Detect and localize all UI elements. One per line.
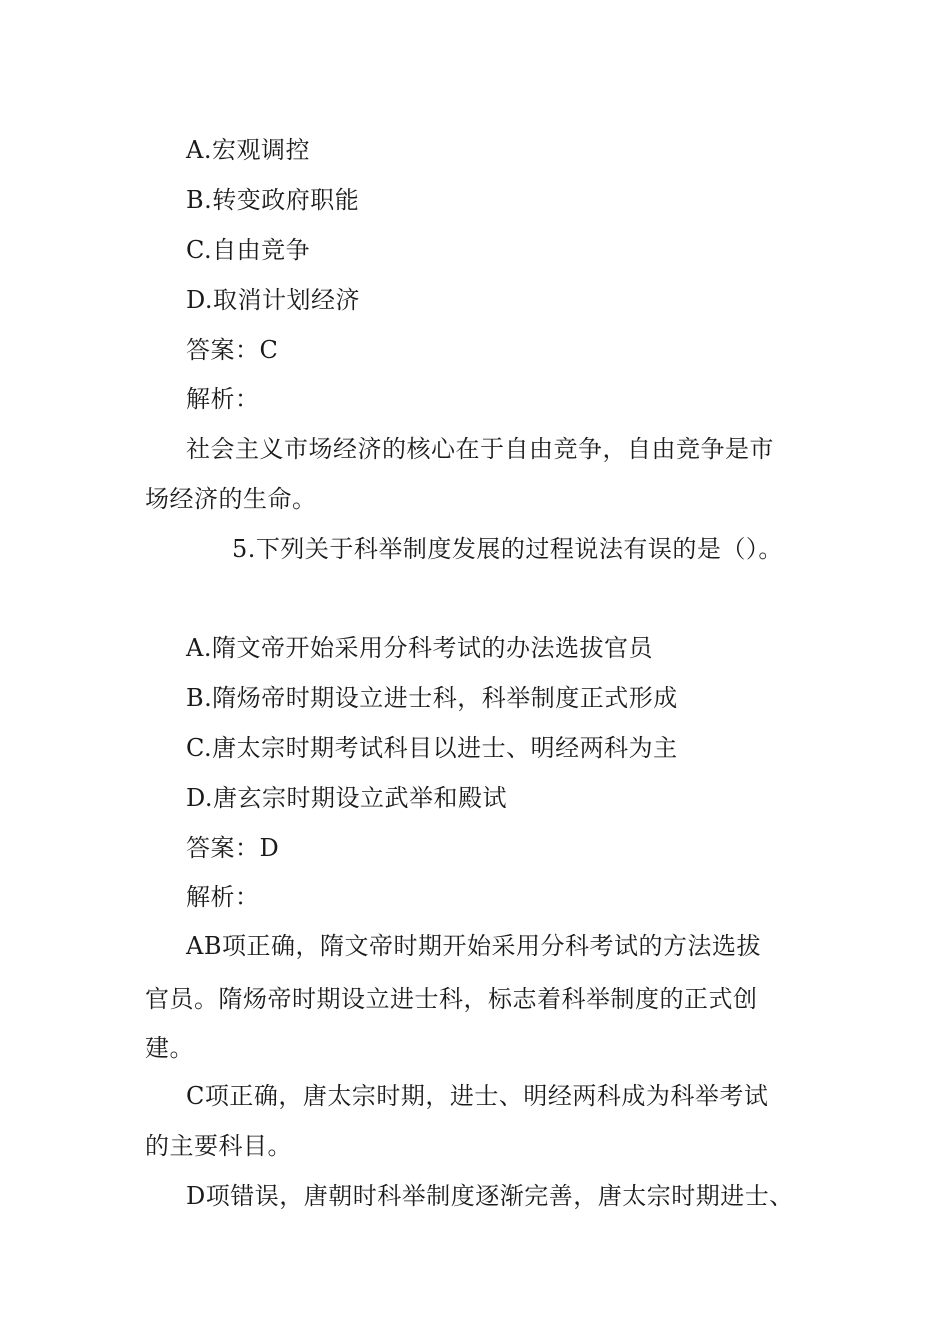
q4-answer: 答案：C [186, 336, 279, 364]
q5-analysis-ab-line: 建。 [145, 1034, 194, 1062]
q4-option-d: D.取消计划经济 [186, 286, 361, 314]
q4-option-b: B.转变政府职能 [186, 186, 360, 214]
q5-option-b: B.隋炀帝时期设立进士科，科举制度正式形成 [186, 684, 678, 712]
q5-analysis-label: 解析： [186, 883, 260, 911]
q5-option-d: D.唐玄宗时期设立武举和殿试 [186, 784, 508, 812]
q4-analysis-line: 社会主义市场经济的核心在于自由竞争，自由竞争是市 [186, 435, 774, 463]
q4-analysis-line: 场经济的生命。 [145, 485, 317, 513]
q5-option-c: C.唐太宗时期考试科目以进士、明经两科为主 [186, 734, 678, 762]
q5-analysis-d-line: D项错误，唐朝时科举制度逐渐完善，唐太宗时期进士、 [186, 1182, 794, 1210]
q4-option-c: C.自由竞争 [186, 236, 311, 264]
q5-option-a: A.隋文帝开始采用分科考试的办法选拔官员 [186, 634, 653, 662]
q5-answer: 答案：D [186, 834, 280, 862]
q5-analysis-c-line: C项正确，唐太宗时期，进士、明经两科成为科举考试 [186, 1082, 769, 1110]
q5-question: 5.下列关于科举制度发展的过程说法有误的是（）。 [232, 535, 783, 563]
q5-analysis-ab-line: 官员。隋炀帝时期设立进士科，标志着科举制度的正式创 [145, 985, 758, 1013]
q5-analysis-ab-line: AB项正确，隋文帝时期开始采用分科考试的方法选拔 [186, 932, 761, 960]
q5-analysis-c-line: 的主要科目。 [145, 1132, 292, 1160]
q4-analysis-label: 解析： [186, 385, 260, 413]
q4-option-a: A.宏观调控 [186, 136, 310, 164]
